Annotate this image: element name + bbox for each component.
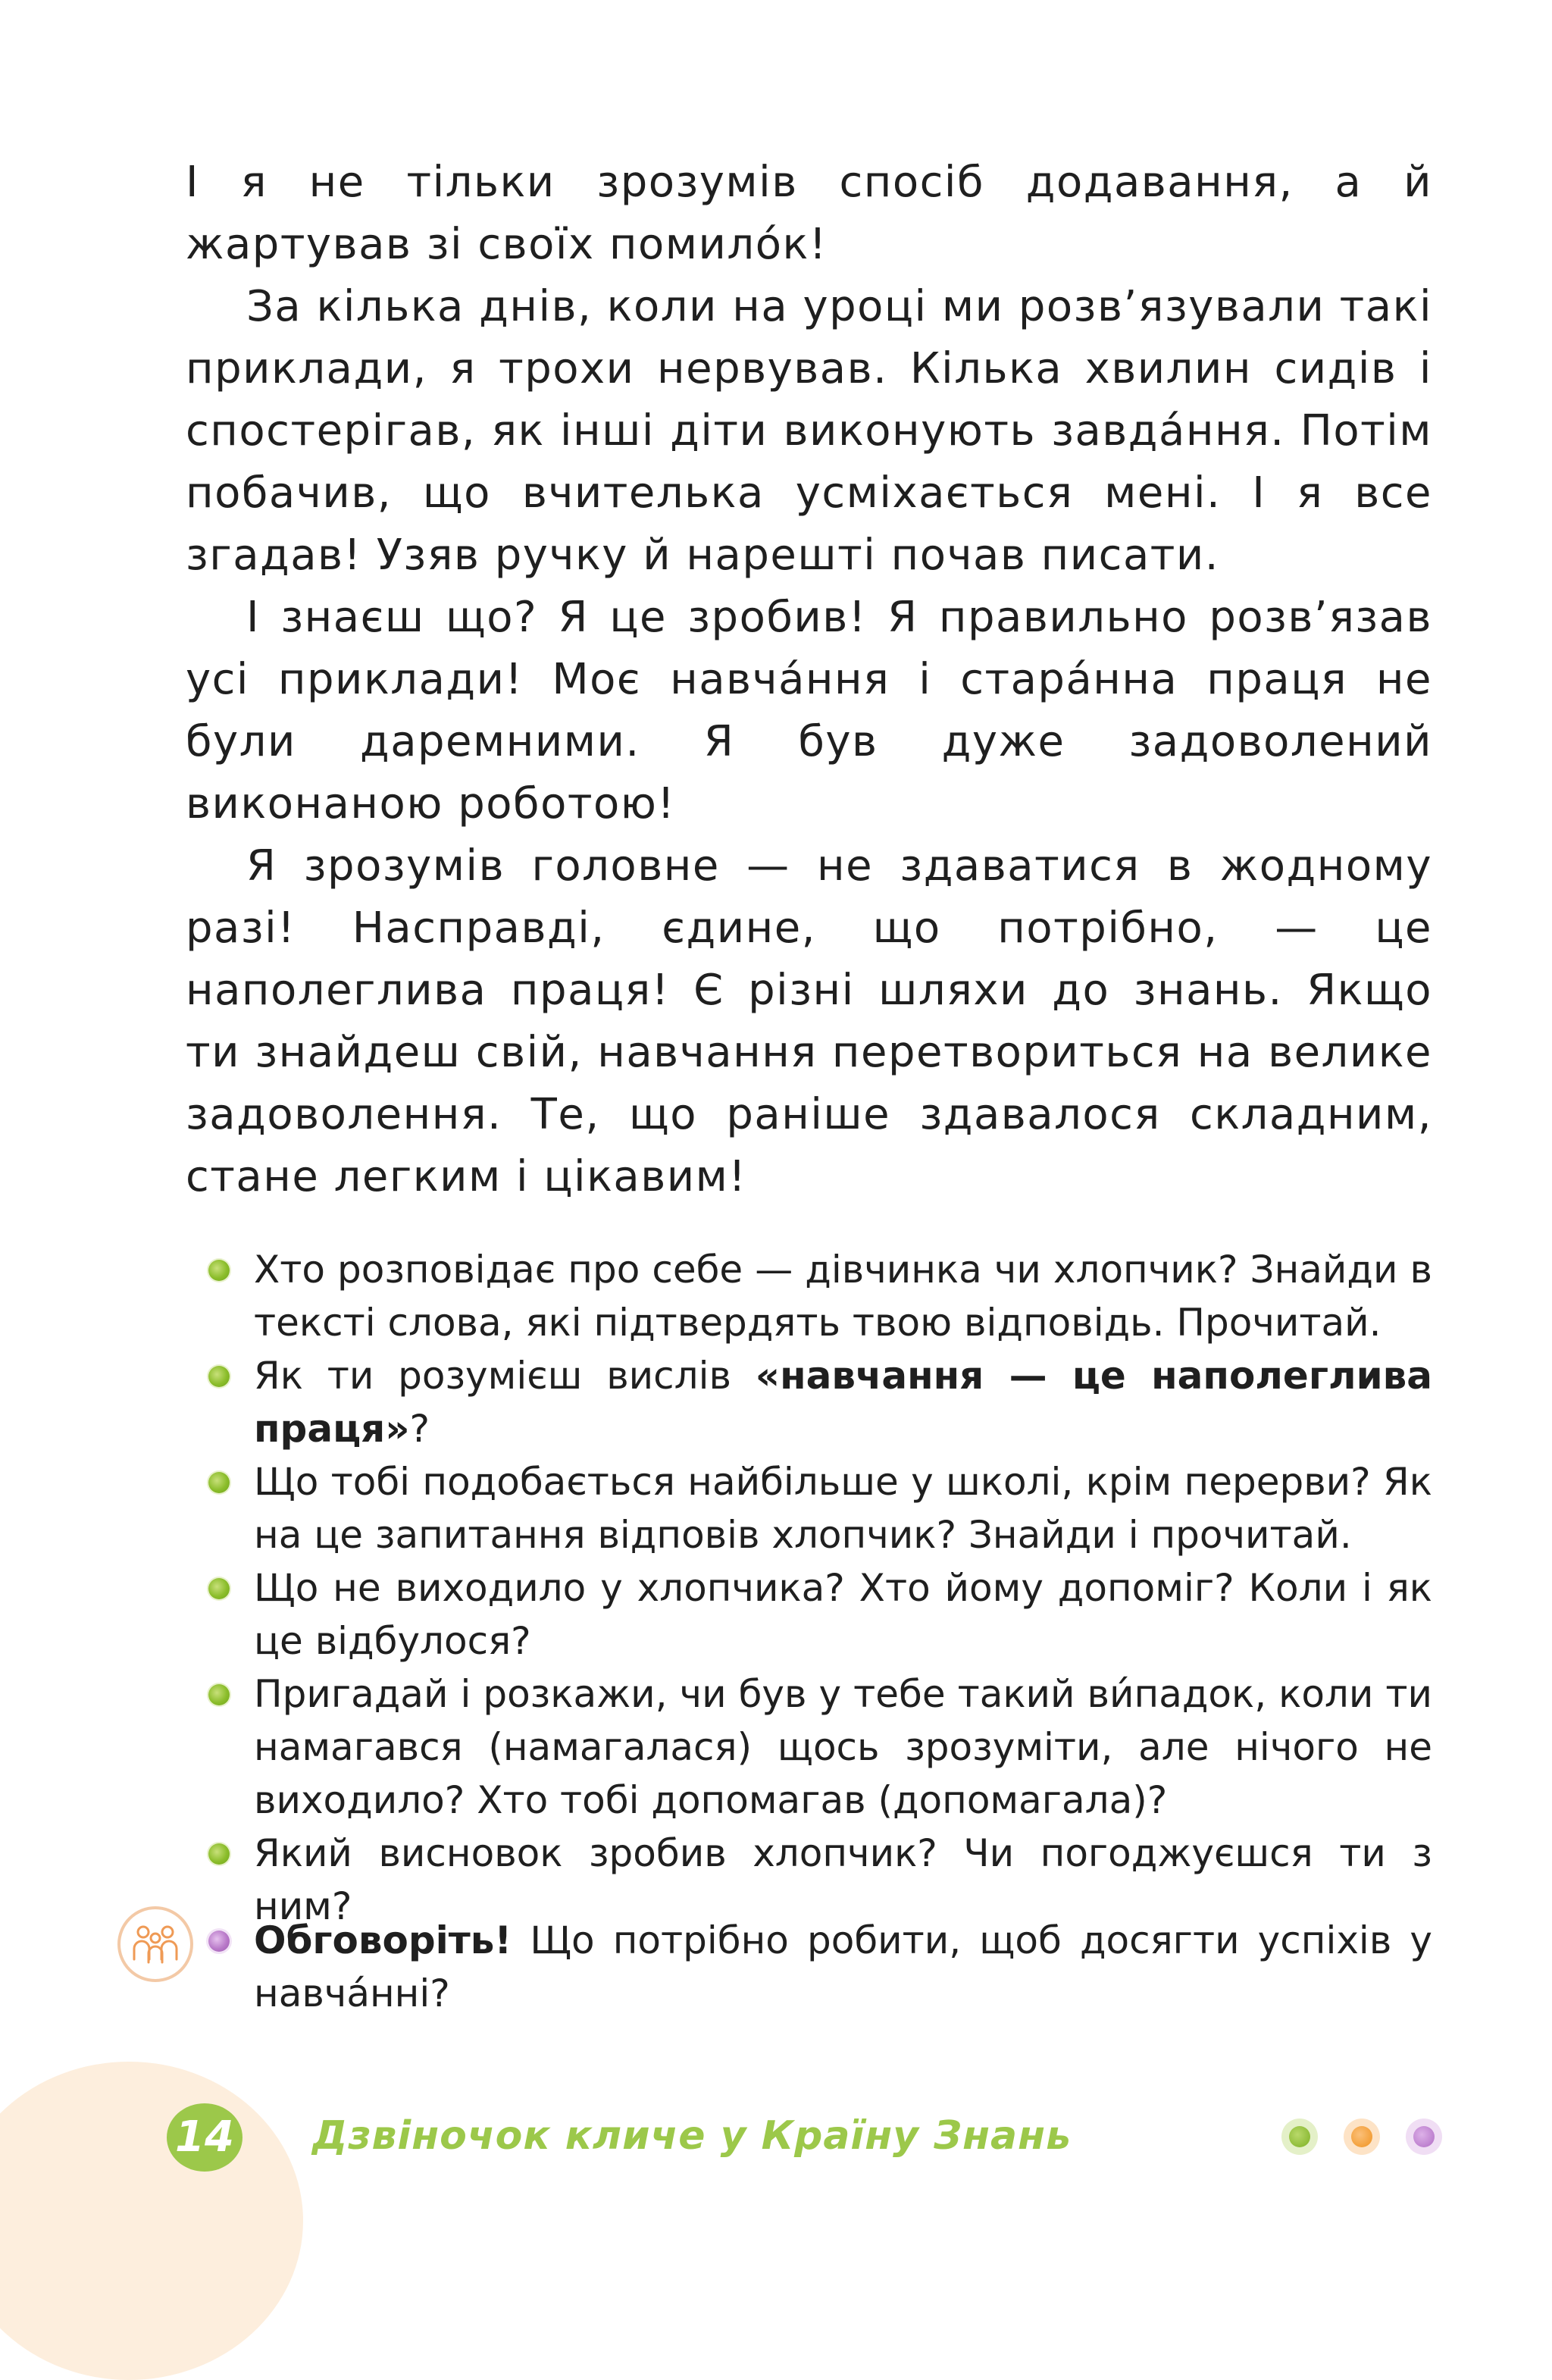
question-item xyxy=(208,1243,1432,1349)
question-text: Хто розповідає про себе — дівчинка чи хлопчик? Знайди в тексті слова, які підтвердять твою відповідь. Прочитай. xyxy=(254,1248,1432,1345)
questions-list xyxy=(208,1243,1432,1933)
question-text: Пригадай і розкажи, чи був у тебе такий ви́падок, коли ти намагався (намагалася) щось зрозуміти, але нічого не виходило? Хто тобі допомагав (допомагала)? xyxy=(254,1672,1432,1822)
green-bullet-icon xyxy=(208,1472,230,1493)
group-discussion-icon xyxy=(117,1906,193,1982)
book-title: Дзвіночок кличе у Країну Знань xyxy=(312,2113,1072,2159)
question-item xyxy=(208,1668,1432,1827)
story-paragraph-1: І я не тільки зрозумів спосіб додавання, а й жартував зі своїх помило́к! xyxy=(186,158,1432,269)
question-item xyxy=(208,1349,1432,1455)
question-quote: «навчання — це наполеглива праця» xyxy=(254,1354,1433,1451)
green-dot-icon xyxy=(1281,2119,1318,2155)
orange-dot-icon xyxy=(1344,2119,1380,2155)
question-text: Що не виходило у хлопчика? Хто йому допоміг? Коли і як це відбулося? xyxy=(254,1566,1432,1663)
story-paragraph-4: Я зрозумів головне — не здаватися в жодному разі! Насправді, єдине, що потрібно, — це наполеглива праця! Є різні шляхи до знань. Якщо ти знайдеш свій, навчання перетвориться на велике задоволення. Те, що раніше здавалося складним, стане легким і цікавим! xyxy=(186,841,1432,1201)
green-bullet-icon xyxy=(208,1684,230,1705)
footer-dots xyxy=(1281,2119,1442,2155)
discussion-item xyxy=(208,1914,1432,2020)
green-bullet-icon xyxy=(208,1366,230,1387)
story-text xyxy=(186,152,1432,1208)
footer-decoration xyxy=(0,2062,303,2380)
story-paragraph-2: За кілька днів, коли на уроці ми розв’язували такі приклади, я трохи нервував. Кілька хвилин сидів і спостерігав, як інші діти виконують завда́ння. Потім побачив, що вчителька усміхається мені. І я все згадав! Узяв ручку й нарешті почав писати. xyxy=(186,282,1432,580)
question-text-end: ? xyxy=(409,1407,430,1451)
question-text: Який висновок зробив хлопчик? Чи погоджуєшся ти з ним? xyxy=(254,1831,1432,1928)
story-paragraph-3: І знаєш що? Я це зробив! Я правильно розв’язав усі приклади! Моє навча́ння і стара́нна праця не були даремними. Я був дуже задоволений виконаною роботою! xyxy=(186,593,1432,828)
page-number: 14 xyxy=(167,2103,242,2172)
purple-dot-icon xyxy=(1406,2119,1442,2155)
purple-bullet-icon xyxy=(208,1931,230,1952)
question-text: Що тобі подобається найбільше у школі, крім перерви? Як на це запитання відповів хлопчик? Знайди і прочитай. xyxy=(254,1460,1432,1557)
discussion-task xyxy=(208,1914,1432,2020)
discussion-label: Обговоріть! xyxy=(254,1918,512,1962)
green-bullet-icon xyxy=(208,1578,230,1599)
question-item xyxy=(208,1455,1432,1561)
green-bullet-icon xyxy=(208,1843,230,1865)
question-item xyxy=(208,1561,1432,1668)
green-bullet-icon xyxy=(208,1260,230,1281)
discussion-text: Що потрібно робити, щоб досягти успіхів у навча́нні? xyxy=(254,1918,1432,2015)
question-text: Як ти розумієш вислів xyxy=(254,1354,756,1398)
